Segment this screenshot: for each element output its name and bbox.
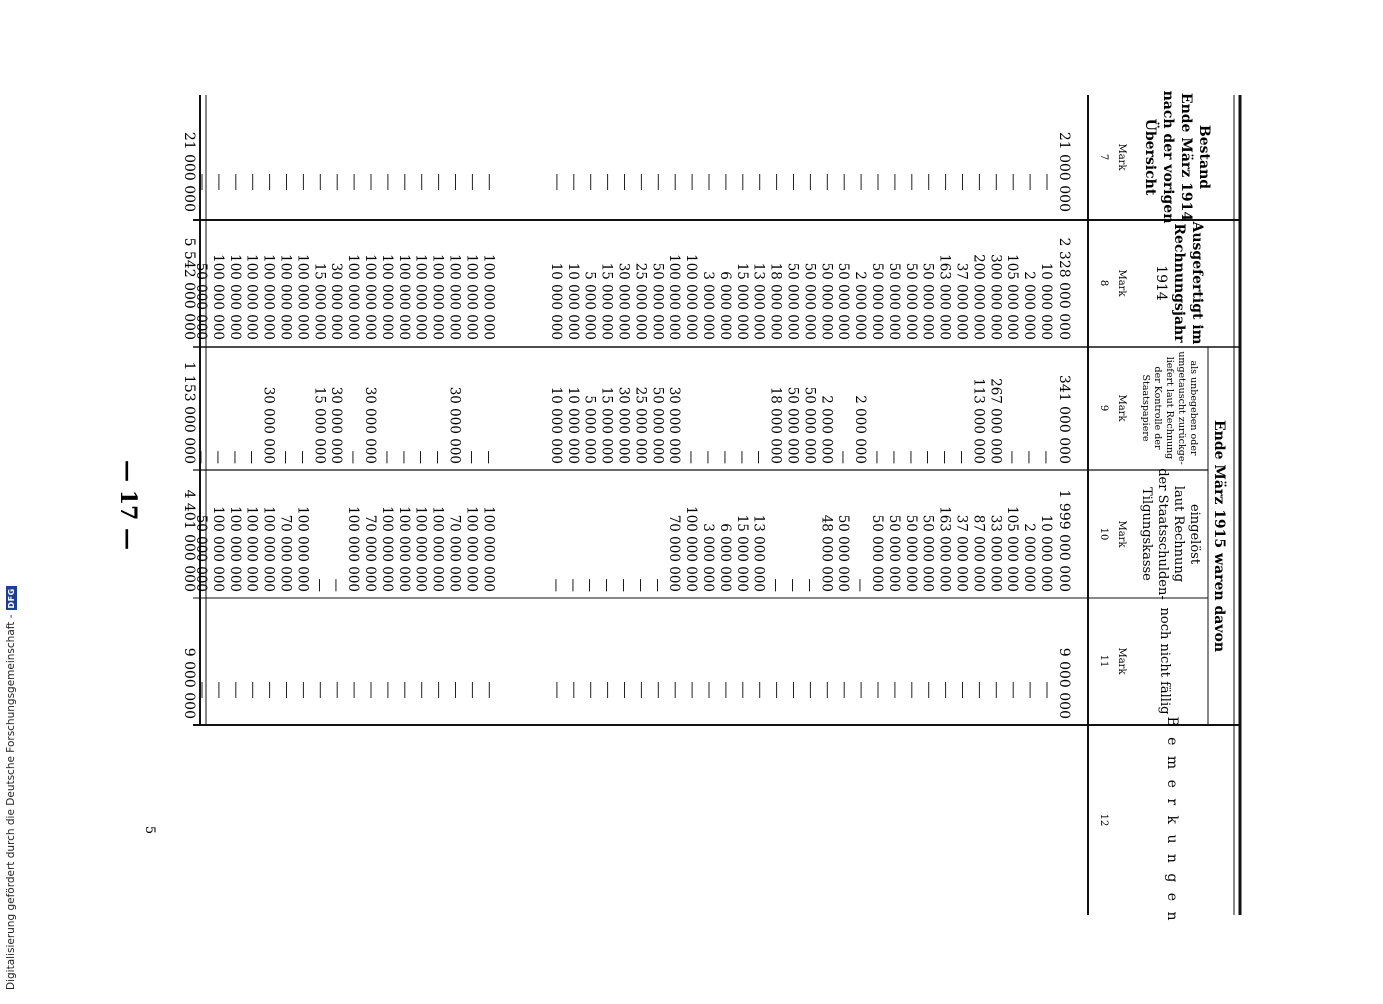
colnum-10: 10	[1098, 527, 1109, 541]
cell-col9: —	[716, 450, 733, 464]
cell-col8: 300 000 000	[987, 254, 1004, 340]
cell-col9: 30 000 000	[260, 386, 277, 464]
cell-col10: 100 000 000	[378, 506, 395, 592]
top-total-col9: 341 000 000	[1056, 374, 1072, 464]
cell-col10: 87 000 000	[970, 514, 987, 592]
cell-col8: 13 000 000	[750, 262, 767, 340]
cell-col10: 70 000 000	[277, 514, 294, 592]
cell-col8: 10 000 000	[1038, 262, 1054, 340]
cell-col9: 2 000 000	[852, 395, 869, 464]
cell-col9: 50 000 000	[801, 386, 818, 464]
cell-col9: —	[226, 450, 243, 464]
cell-col10: 100 000 000	[243, 506, 260, 592]
header-group: Ende März 1915 waren davon	[1211, 420, 1227, 652]
cell-col10: 100 000 000	[209, 506, 226, 592]
cell-col10: 6 000 000	[716, 523, 733, 592]
cell-col10: 100 000 000	[463, 506, 480, 592]
cell-col9: —	[480, 450, 497, 464]
cell-col8: 50 000 000	[835, 262, 852, 340]
cell-col10: 100 000 000	[226, 506, 243, 592]
cell-col10: 100 000 000	[395, 506, 412, 592]
cell-col9: —	[919, 450, 936, 464]
cell-col10: —	[767, 578, 784, 592]
cell-col9: 15 000 000	[598, 386, 615, 464]
cell-col10: —	[328, 578, 345, 592]
header-col7-line1: Bestand	[1196, 124, 1212, 190]
cell-col10: —	[311, 578, 328, 592]
cell-col10: 100 000 000	[294, 506, 311, 592]
footnote-mark: 5	[142, 825, 157, 835]
cell-col9: 50 000 000	[784, 386, 801, 464]
header-col9-line4: der Kontrolle der	[1152, 366, 1163, 450]
colnum-7: 7	[1098, 153, 1109, 161]
cell-col8: 10 000 000	[564, 262, 581, 340]
cell-col8: 25 000 000	[632, 262, 649, 340]
ledger-rows	[193, 174, 1054, 698]
cell-col10: —	[784, 578, 801, 592]
cell-col8: 2 000 000	[1021, 271, 1038, 340]
cell-col8: 15 000 000	[311, 262, 328, 340]
unit-col10: Mark	[1116, 520, 1127, 548]
cell-col9: —	[209, 450, 226, 464]
cell-col8: 50 000 000	[919, 262, 936, 340]
cell-col9: —	[277, 450, 294, 464]
cell-col8: 100 000 000	[463, 254, 480, 340]
cell-col8: 18 000 000	[767, 262, 784, 340]
cell-col8: 50 000 000	[902, 262, 919, 340]
cell-col10: 100 000 000	[412, 506, 429, 592]
cell-col10: 70 000 000	[666, 514, 683, 592]
cell-col9: —	[700, 450, 716, 464]
cell-col10: 100 000 000	[429, 506, 446, 592]
cell-col8: 100 000 000	[429, 254, 446, 340]
cell-col10: 100 000 000	[345, 506, 362, 592]
cell-col9: 30 000 000	[446, 386, 463, 464]
cell-col8: 100 000 000	[395, 254, 412, 340]
cell-col8: 3 000 000	[700, 271, 716, 340]
cell-col9: —	[412, 450, 429, 464]
page-number: — 17 —	[115, 460, 141, 550]
cell-col8: 100 000 000	[260, 254, 277, 340]
cell-col9: 30 000 000	[615, 386, 632, 464]
cell-col9: 25 000 000	[632, 386, 649, 464]
cell-col8: 100 000 000	[666, 254, 683, 340]
cell-col8: 100 000 000	[277, 254, 294, 340]
cell-col9: 30 000 000	[362, 386, 378, 464]
cell-col8: 37 000 000	[953, 262, 970, 340]
cell-col8: 15 000 000	[733, 262, 750, 340]
cell-col8: 30 000 000	[328, 262, 345, 340]
cell-col10: 70 000 000	[362, 514, 378, 592]
cell-col8: 105 000 000	[1004, 254, 1021, 340]
cell-col9: 10 000 000	[564, 386, 581, 464]
cell-col8: 100 000 000	[294, 254, 311, 340]
cell-col8: 50 000 000	[818, 262, 835, 340]
header-col8-line3: 1914	[1153, 265, 1169, 301]
cell-col9: —	[1021, 450, 1038, 464]
cell-col9: 50 000 000	[649, 386, 666, 464]
header-col7-line4: Übersicht	[1142, 118, 1158, 196]
cell-col10: 33 000 000	[987, 514, 1004, 592]
cell-col9: 10 000 000	[547, 386, 564, 464]
cell-col9: —	[429, 450, 446, 464]
cell-col10: 48 000 000	[818, 514, 835, 592]
cell-col10: —	[632, 578, 649, 592]
cell-col8: 100 000 000	[362, 254, 378, 340]
top-total-col11: 9 000 000	[1056, 647, 1072, 719]
cell-col9: —	[750, 450, 767, 464]
header-col10-line3: der Staatsschulden-	[1155, 468, 1170, 600]
cell-col10: 100 000 000	[260, 506, 277, 592]
header-col7-line3: nach der vorigen	[1160, 90, 1176, 224]
cell-col8: 10 000 000	[547, 262, 564, 340]
colnum-11: 11	[1098, 654, 1109, 668]
cell-col9: 2 000 000	[818, 395, 835, 464]
cell-col9: —	[395, 450, 412, 464]
cell-col9: —	[885, 450, 902, 464]
dfg-logo: DFG	[6, 588, 16, 609]
header-col12: B e m e r k u n g e n	[1164, 716, 1180, 924]
bottom-total-col10: 4 401 000 000	[181, 489, 197, 592]
cell-col10: 100 000 000	[683, 506, 700, 592]
cell-col8: 100 000 000	[378, 254, 395, 340]
cell-col10: —	[547, 578, 564, 592]
header-col9-line5: Staatspapiere	[1140, 374, 1151, 442]
cell-col9: —	[378, 450, 395, 464]
bottom-total-col11: 9 000 000	[181, 647, 197, 719]
cell-col9: —	[345, 450, 362, 464]
cell-col8: 100 000 000	[412, 254, 429, 340]
bottom-total-col8: 5 542 000 000	[181, 237, 197, 340]
cell-col8: 200 000 000	[970, 254, 987, 340]
cell-col9: —	[902, 450, 919, 464]
cell-col8: 50 000 000	[784, 262, 801, 340]
cell-col9: —	[835, 450, 852, 464]
header-col8-line1: Ausgefertigt im	[1189, 221, 1205, 345]
cell-col8: 100 000 000	[683, 254, 700, 340]
cell-col8: 50 000 000	[649, 262, 666, 340]
header-col7-line2: Ende März 1914	[1178, 92, 1194, 222]
cell-col10: 70 000 000	[446, 514, 463, 592]
top-total-col7: 21 000 000	[1056, 131, 1072, 212]
cell-col8: 5 000 000	[581, 271, 598, 340]
cell-col10: 2 000 000	[1021, 523, 1038, 592]
header-col11: noch nicht fällig	[1157, 607, 1172, 715]
cell-col8: 50 000 000	[801, 262, 818, 340]
cell-col10: 50 000 000	[193, 514, 209, 592]
cell-col10: 37 000 000	[953, 514, 970, 592]
cell-col10: 163 000 000	[936, 506, 953, 592]
cell-col10: 100 000 000	[480, 506, 497, 592]
cell-col9: 30 000 000	[666, 386, 683, 464]
credit-text: Digitalisierung gefördert durch die Deutsche Forschungsgemeinschaft -	[5, 614, 17, 990]
unit-col9: Mark	[1116, 394, 1127, 422]
cell-col9: —	[243, 450, 260, 464]
colnum-8: 8	[1098, 279, 1109, 287]
cell-col10: 13 000 000	[750, 514, 767, 592]
colnum-9: 9	[1098, 404, 1109, 412]
header-col8-line2: Rechnungsjahr	[1171, 223, 1187, 343]
cell-col10: 50 000 000	[885, 514, 902, 592]
cell-col8: 15 000 000	[598, 262, 615, 340]
cell-col9: —	[869, 450, 885, 464]
cell-col9: —	[1038, 450, 1054, 464]
colnum-12: 12	[1098, 813, 1109, 827]
bottom-total-col7: 21 000 000	[181, 131, 197, 212]
cell-col9: —	[936, 450, 953, 464]
cell-col8: 100 000 000	[446, 254, 463, 340]
cell-col10: 15 000 000	[733, 514, 750, 592]
cell-col8: 100 000 000	[226, 254, 243, 340]
cell-col9: —	[953, 450, 970, 464]
header-col10-line4: Tilgungskasse	[1139, 487, 1154, 581]
ledger-table	[115, 91, 1240, 924]
cell-col10: —	[581, 578, 598, 592]
cell-col10: —	[801, 578, 818, 592]
cell-col9: 30 000 000	[328, 386, 345, 464]
cell-col10: 50 000 000	[902, 514, 919, 592]
header-col9-line3: liefert laut Rechnung	[1164, 356, 1175, 460]
cell-col8: 2 000 000	[852, 271, 869, 340]
cell-col8: 163 000 000	[936, 254, 953, 340]
cell-col9: 18 000 000	[767, 386, 784, 464]
cell-col8: 50 000 000	[193, 262, 209, 340]
cell-col10: —	[649, 578, 666, 592]
header-col10-line2: laut Rechnung	[1171, 485, 1186, 583]
cell-col9: —	[683, 450, 700, 464]
header-col9-line2: umgetauscht zurückge-	[1176, 351, 1187, 465]
top-total-col8: 2 328 000 000	[1056, 237, 1072, 340]
cell-col9: 267 000 000	[987, 378, 1004, 464]
header-col9-line1: als unbegeben oder	[1188, 360, 1199, 456]
cell-col10: 3 000 000	[700, 523, 716, 592]
cell-col9: —	[193, 450, 209, 464]
cell-col9: 113 000 000	[970, 378, 987, 464]
cell-col10: 105 000 000	[1004, 506, 1021, 592]
cell-col10: 50 000 000	[919, 514, 936, 592]
cell-col8: 50 000 000	[869, 262, 885, 340]
header-col10-line1: eingelöst	[1187, 503, 1202, 565]
cell-col8: 100 000 000	[345, 254, 362, 340]
cell-col9: —	[294, 450, 311, 464]
unit-col7: Mark	[1116, 143, 1127, 171]
cell-col8: 6 000 000	[716, 271, 733, 340]
cell-col8: 100 000 000	[209, 254, 226, 340]
cell-col10: —	[598, 578, 615, 592]
cell-col10: —	[615, 578, 632, 592]
cell-col10: —	[564, 578, 581, 592]
cell-col8: 100 000 000	[243, 254, 260, 340]
cell-col8: 100 000 000	[480, 254, 497, 340]
cell-col9: 5 000 000	[581, 395, 598, 464]
unit-col8: Mark	[1116, 269, 1127, 297]
cell-col10: —	[852, 578, 869, 592]
bottom-total-col9: 1 153 000 000	[181, 361, 197, 464]
cell-col10: 50 000 000	[869, 514, 885, 592]
unit-col11: Mark	[1116, 647, 1127, 675]
cell-col10: 10 000 000	[1038, 514, 1054, 592]
cell-col8: 50 000 000	[885, 262, 902, 340]
digitization-credit	[2, 550, 20, 990]
cell-col9: —	[1004, 450, 1021, 464]
cell-col9: —	[733, 450, 750, 464]
cell-col10: 50 000 000	[835, 514, 852, 592]
cell-col9: —	[463, 450, 480, 464]
cell-col8: 30 000 000	[615, 262, 632, 340]
cell-col9: 15 000 000	[311, 386, 328, 464]
top-total-col10: 1 999 000 000	[1056, 489, 1072, 592]
